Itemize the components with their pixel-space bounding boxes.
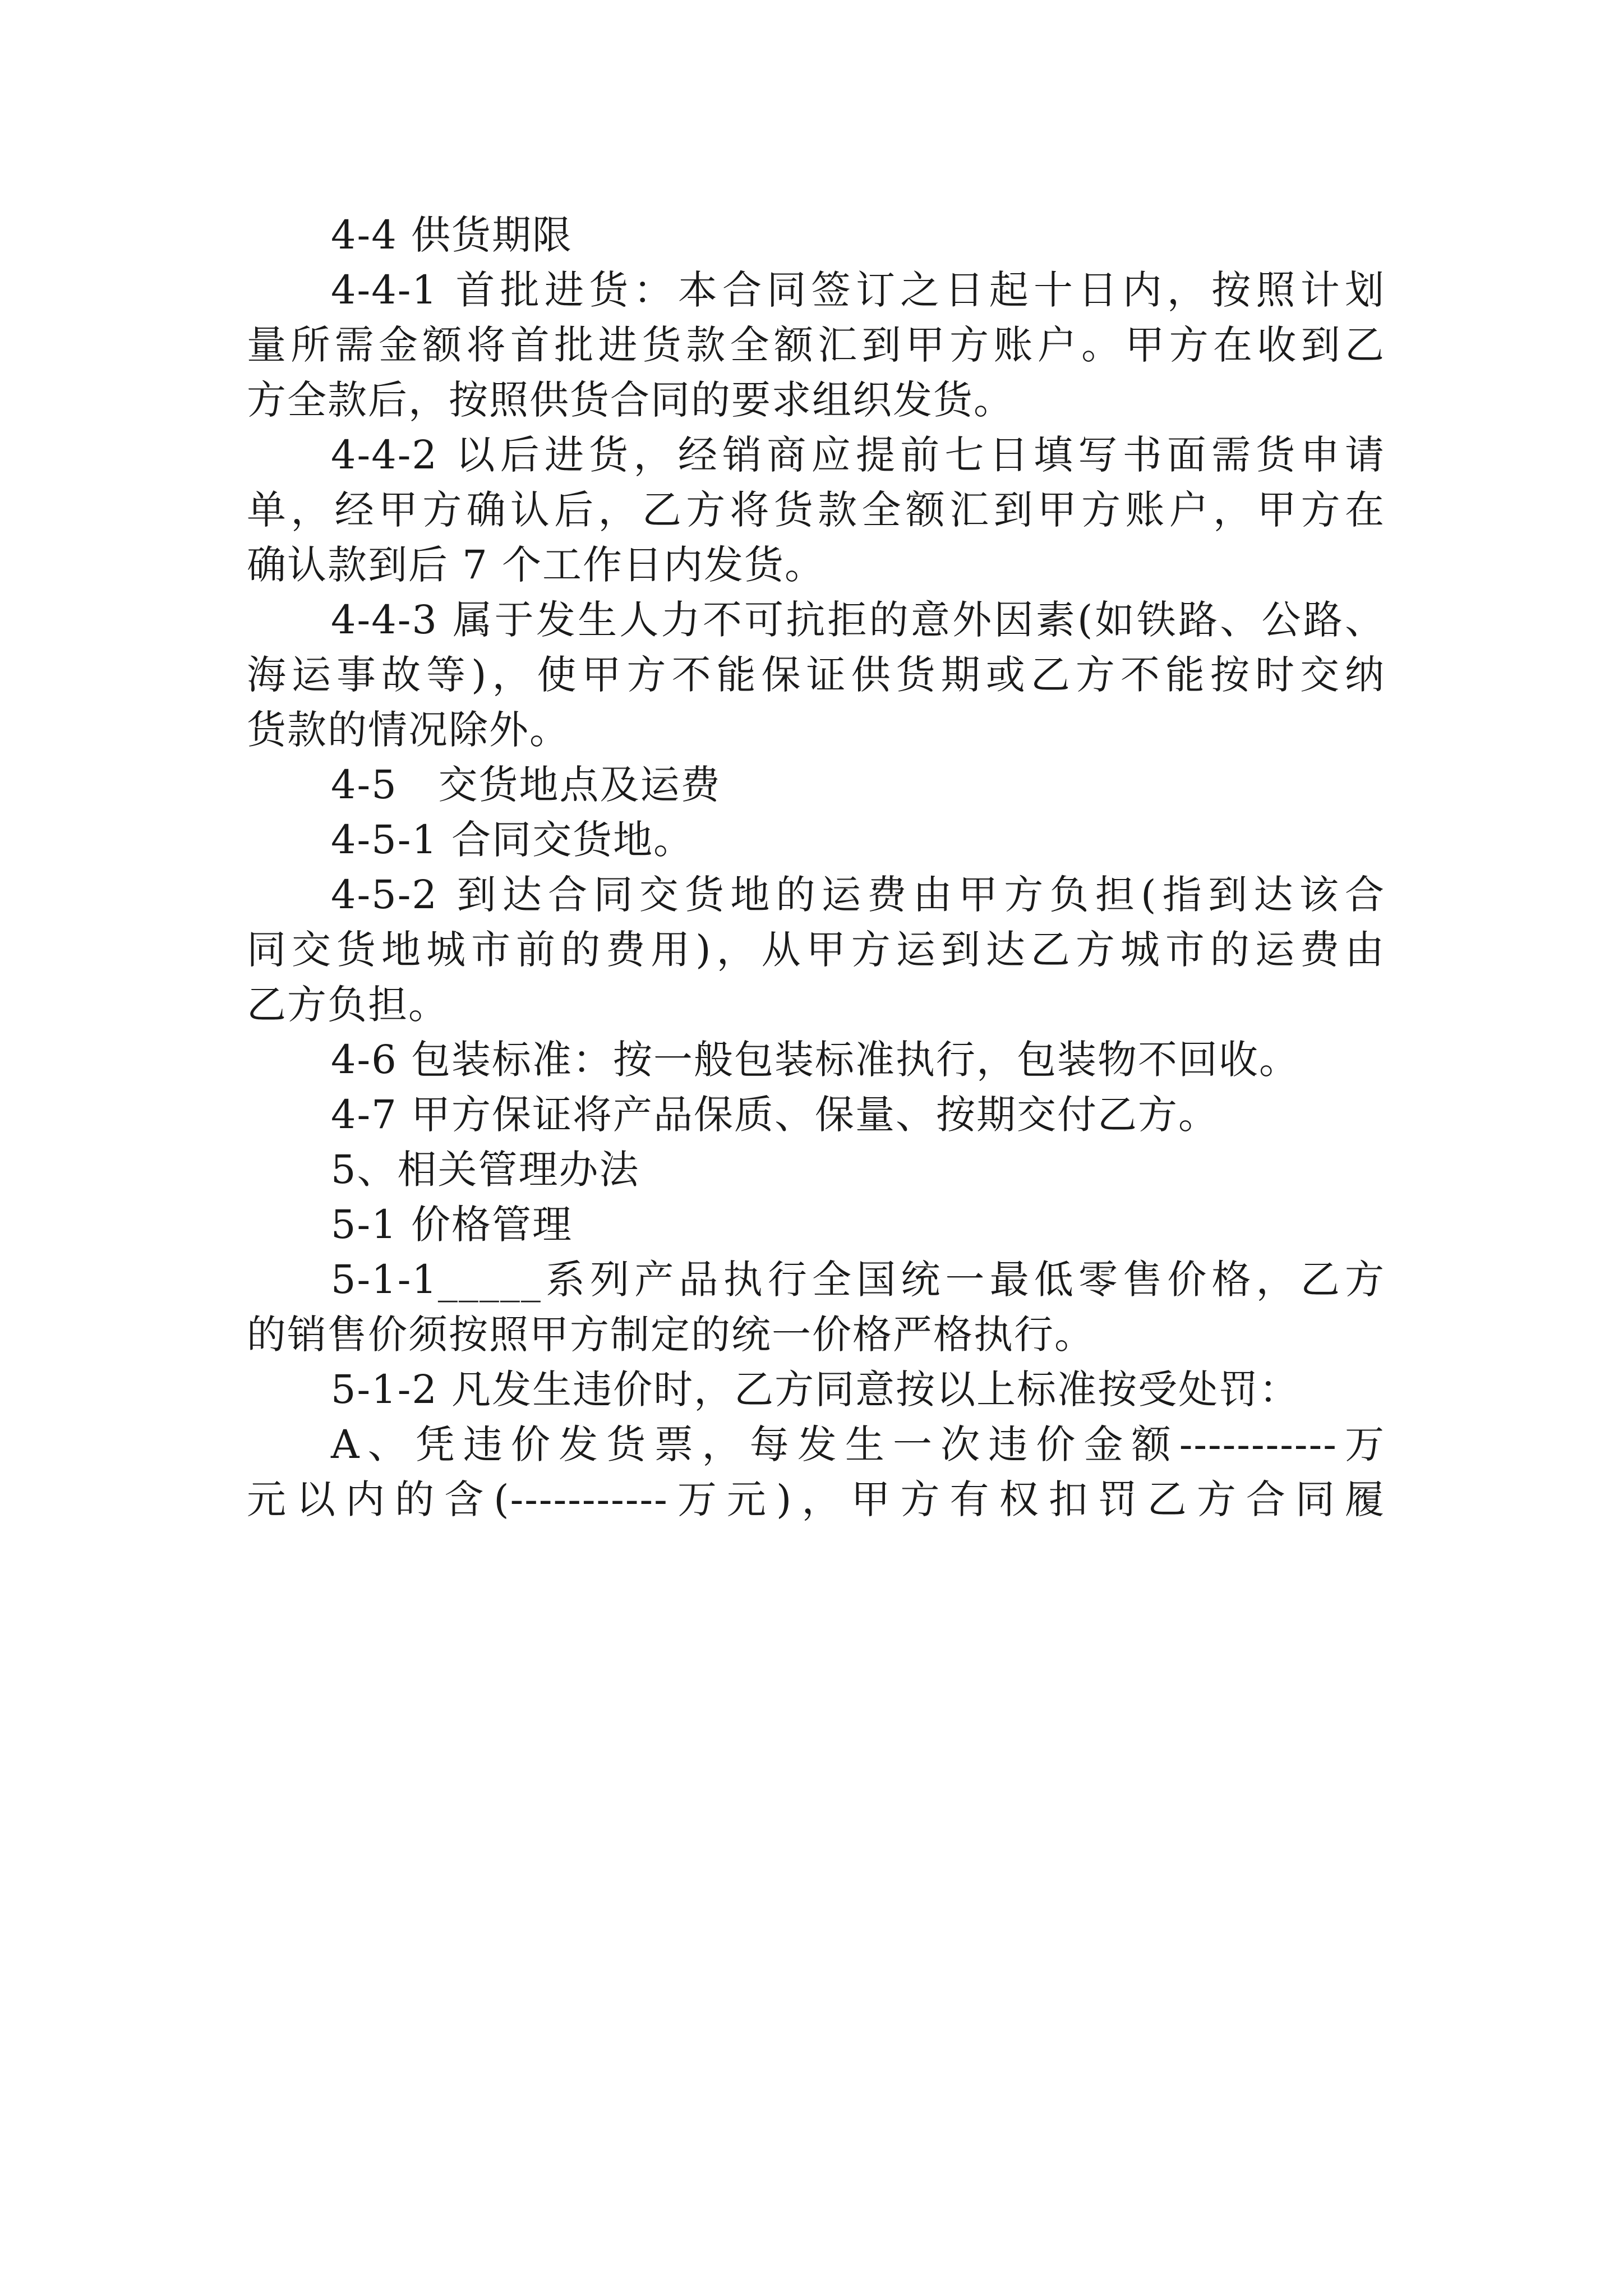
paragraph-line: A、凭违价发货票，每发生一次违价金额-----------万 — [331, 1421, 1385, 1467]
paragraph-line: 同交货地城市前的费用)，从甲方运到达乙方城市的运费由 — [247, 927, 1385, 973]
paragraph-line: 货款的情况除外。 — [247, 707, 570, 753]
paragraph-line: 4-6 包装标准：按一般包装标准执行，包装物不回收。 — [331, 1037, 1299, 1083]
paragraph-line: 乙方负担。 — [247, 982, 449, 1028]
section-heading-5: 5、相关管理办法 — [331, 1147, 640, 1193]
paragraph-line: 4-4-3 属于发生人力不可抗拒的意外因素(如铁路、公路、 — [331, 597, 1385, 643]
paragraph-line: 的销售价须按照甲方制定的统一价格严格执行。 — [247, 1312, 1095, 1358]
paragraph-line: 4-5-1 合同交货地。 — [331, 817, 694, 863]
section-heading-5-1: 5-1 价格管理 — [331, 1202, 573, 1248]
document-page — [247, 208, 1385, 1527]
paragraph-line: 确认款到后 7 个工作日内发货。 — [247, 542, 826, 588]
paragraph-line: 4-4-1 首批进货：本合同签订之日起十日内，按照计划 — [331, 267, 1385, 313]
paragraph-line: 量所需金额将首批进货款全额汇到甲方账户。甲方在收到乙 — [247, 322, 1385, 368]
paragraph-line: 5-1-2 凡发生违价时，乙方同意按以上标准按受处罚： — [331, 1366, 1300, 1412]
paragraph-line: 4-7 甲方保证将产品保质、保量、按期交付乙方。 — [331, 1092, 1219, 1138]
section-heading-4-5: 4-5 交货地点及运费 — [331, 762, 721, 808]
paragraph-line: 5-1-1_____系列产品执行全国统一最低零售价格，乙方 — [331, 1257, 1385, 1303]
paragraph-line: 4-4-2 以后进货，经销商应提前七日填写书面需货申请 — [331, 432, 1385, 478]
paragraph-line: 4-5-2 到达合同交货地的运费由甲方负担(指到达该合 — [331, 872, 1385, 918]
paragraph-line: 元以内的含(-----------万元)，甲方有权扣罚乙方合同履 — [247, 1476, 1385, 1522]
section-heading-4-4: 4-4 供货期限 — [331, 212, 573, 258]
paragraph-line: 方全款后，按照供货合同的要求组织发货。 — [247, 377, 1014, 423]
paragraph-line: 海运事故等)，使甲方不能保证供货期或乙方不能按时交纳 — [247, 652, 1385, 698]
paragraph-line: 单，经甲方确认后，乙方将货款全额汇到甲方账户，甲方在 — [247, 487, 1385, 533]
